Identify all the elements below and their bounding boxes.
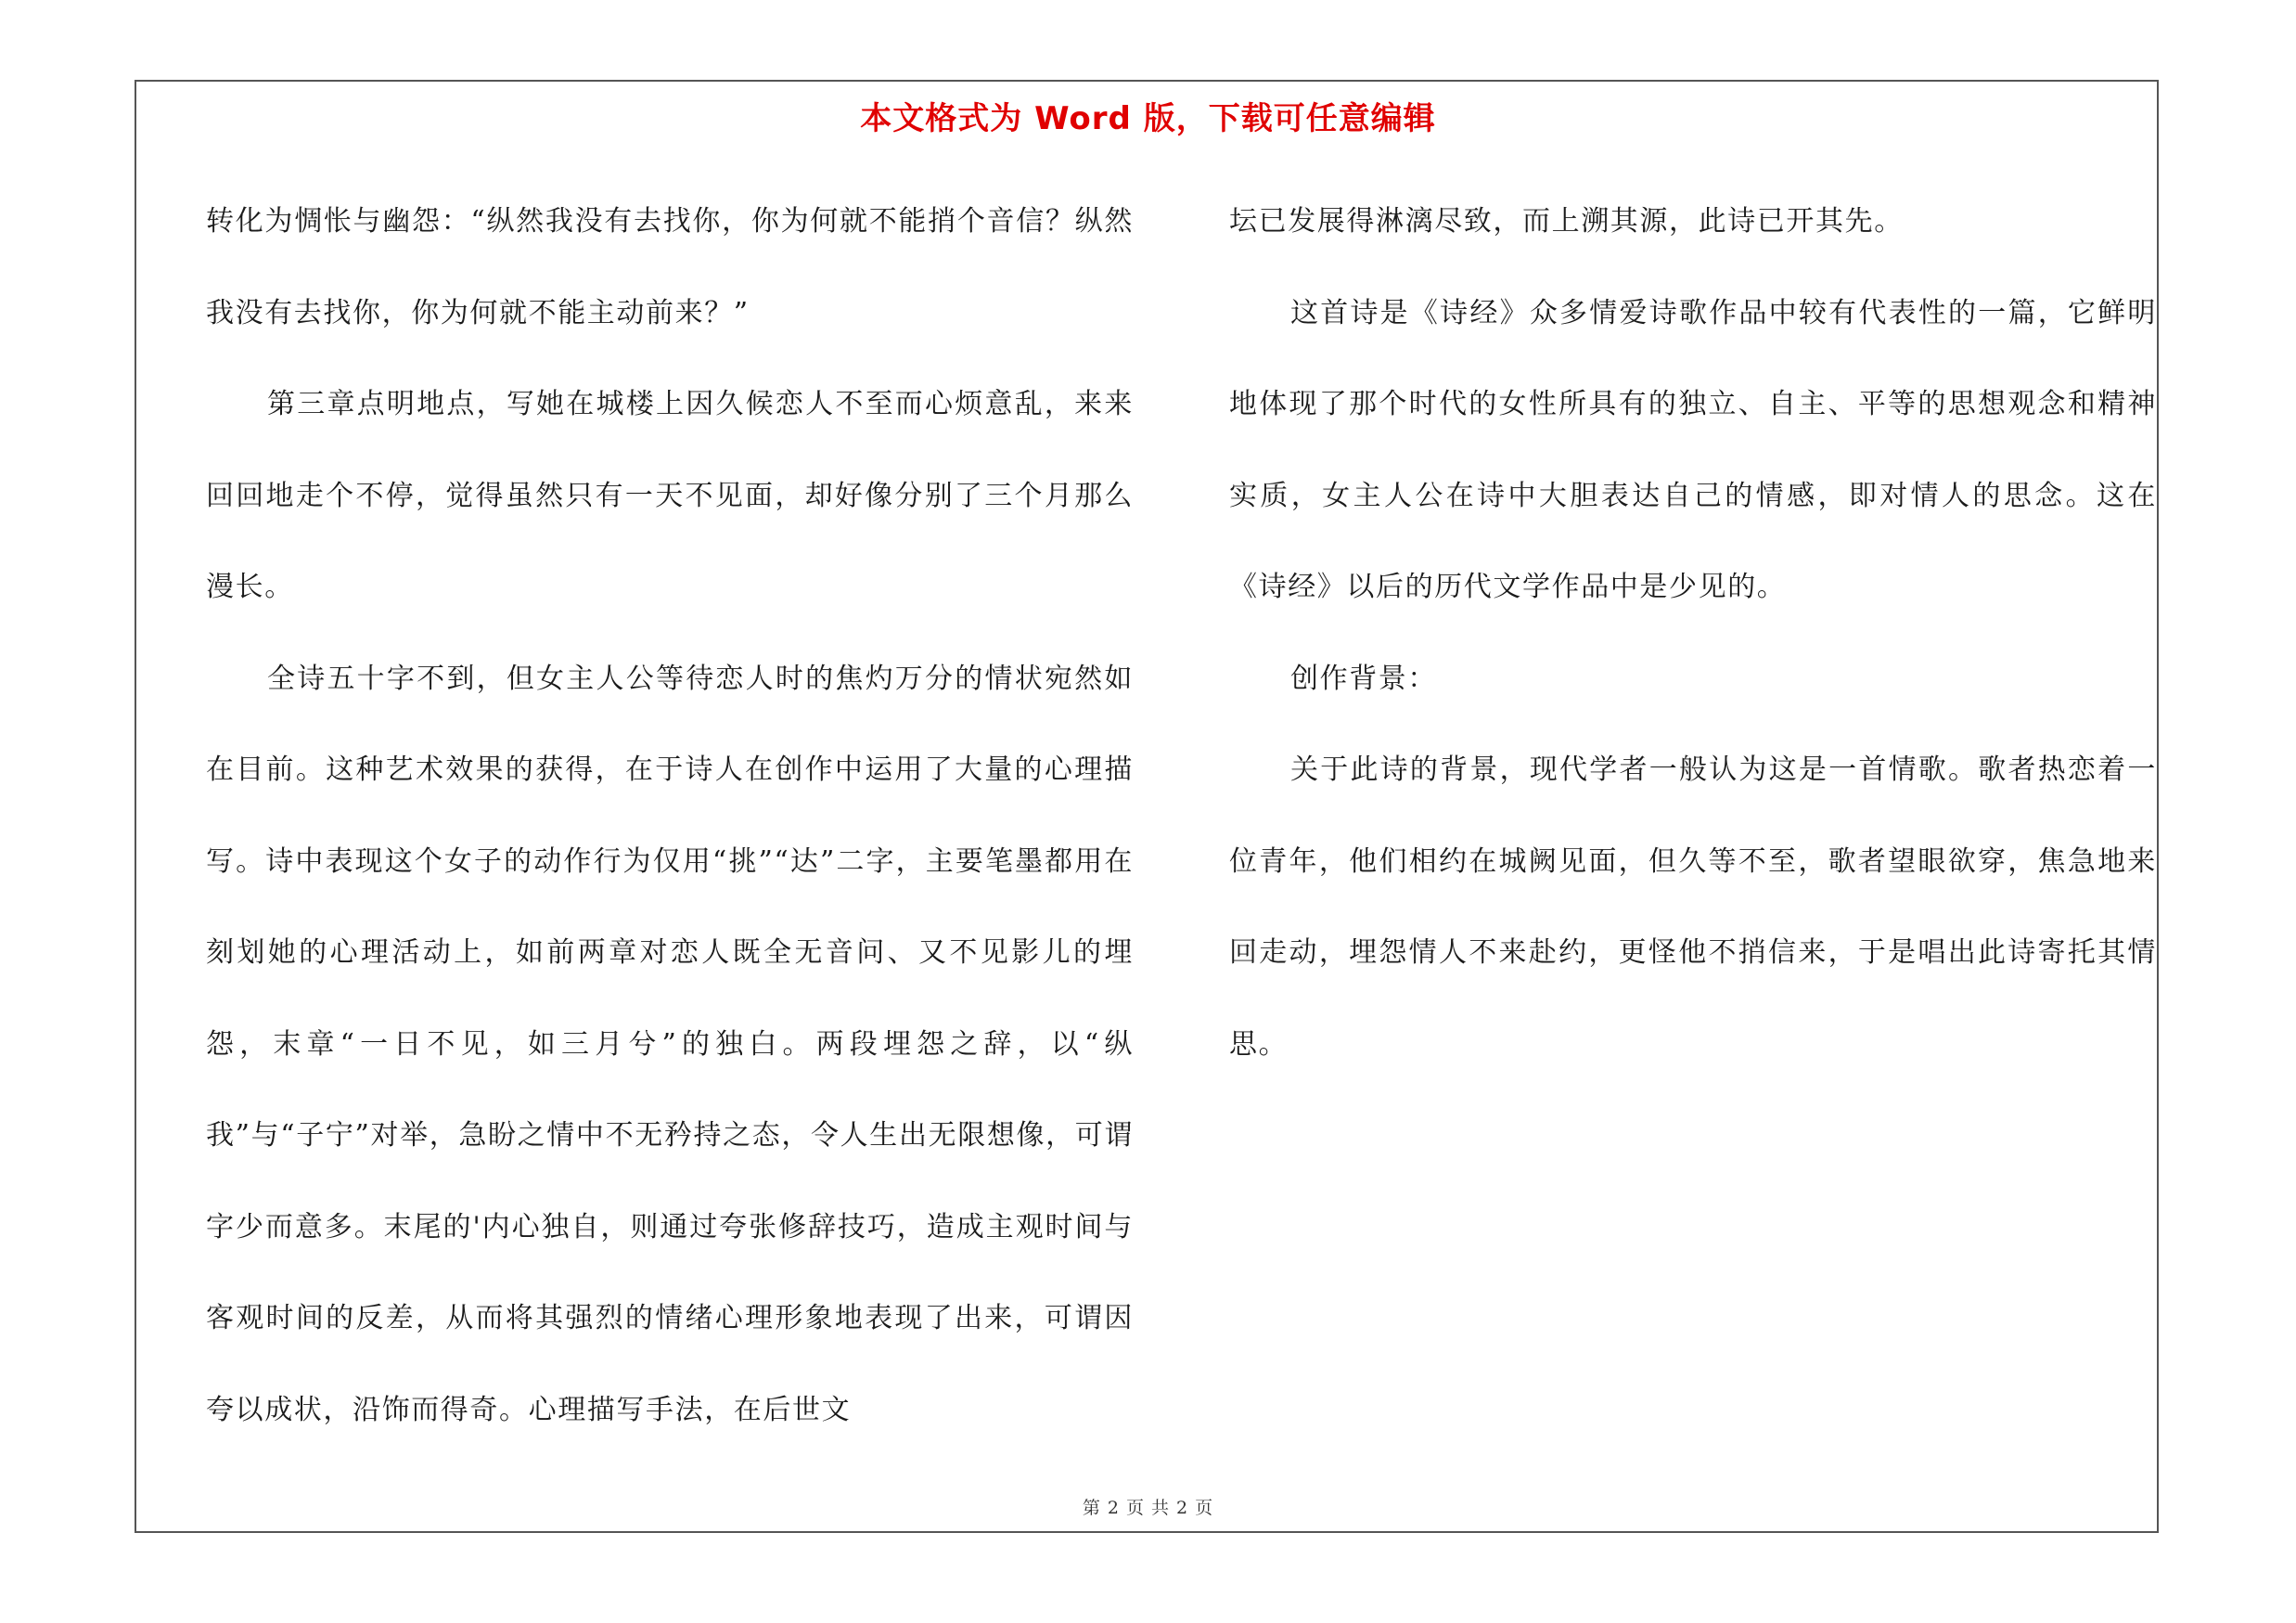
- paragraph: 转化为惆怅与幽怨：“纵然我没有去找你，你为何就不能捎个音信？纵然我没有去找你，你为何就不能主动前来？”: [206, 205, 1134, 329]
- paragraph: 关于此诗的背景，现代学者一般认为这是一首情歌。歌者热恋着一位青年，他们相约在城阙见面，但久等不至，歌者望眼欲穿，焦急地来回走动，埋怨情人不来赴约，更怪他不捎信来，于是唱出此诗寄托其情思。: [1229, 754, 2157, 1061]
- paragraph: 第三章点明地点，写她在城楼上因久候恋人不至而心烦意乱，来来回回地走个不停，觉得虽然只有一天不见面，却好像分别了三个月那么漫长。: [206, 388, 1134, 603]
- page-number: 第 2 页 共 2 页: [1082, 1498, 1214, 1518]
- section-heading: 创作背景：: [1290, 662, 1437, 695]
- right-text-column: [1229, 176, 2157, 1090]
- format-notice-banner: 本文格式为 Word 版，下载可任意编辑: [860, 100, 1436, 137]
- paragraph: 全诗五十字不到，但女主人公等待恋人时的焦灼万分的情状宛然如在目前。这种艺术效果的获得，在于诗人在创作中运用了大量的心理描写。诗中表现这个女子的动作行为仅用“挑”“达”二字，主要笔墨都用在刻划她的心理活动上，如前两章对恋人既全无音问、又不见影儿的埋怨，末章“一日不见，如三月兮”的独白。两段埋怨之辞，以“纵我”与“子宁”对举，急盼之情中不无矜持之态，令人生出无限想像，可谓字少而意多。末尾的'内心独自，则通过夸张修辞技巧，造成主观时间与客观时间的反差，从而将其强烈的情绪心理形象地表现了出来，可谓因夸以成状，沿饰而得奇。心理描写手法，在后世文: [206, 662, 1134, 1426]
- paragraph: 这首诗是《诗经》众多情爱诗歌作品中较有代表性的一篇，它鲜明地体现了那个时代的女性所具有的独立、自主、平等的思想观念和精神实质，女主人公在诗中大胆表达自己的情感，即对情人的思念。这在《诗经》以后的历代文学作品中是少见的。: [1229, 296, 2157, 603]
- paragraph: 坛已发展得淋漓尽致，而上溯其源，此诗已开其先。: [1229, 205, 1904, 238]
- left-text-column: [206, 176, 1134, 1456]
